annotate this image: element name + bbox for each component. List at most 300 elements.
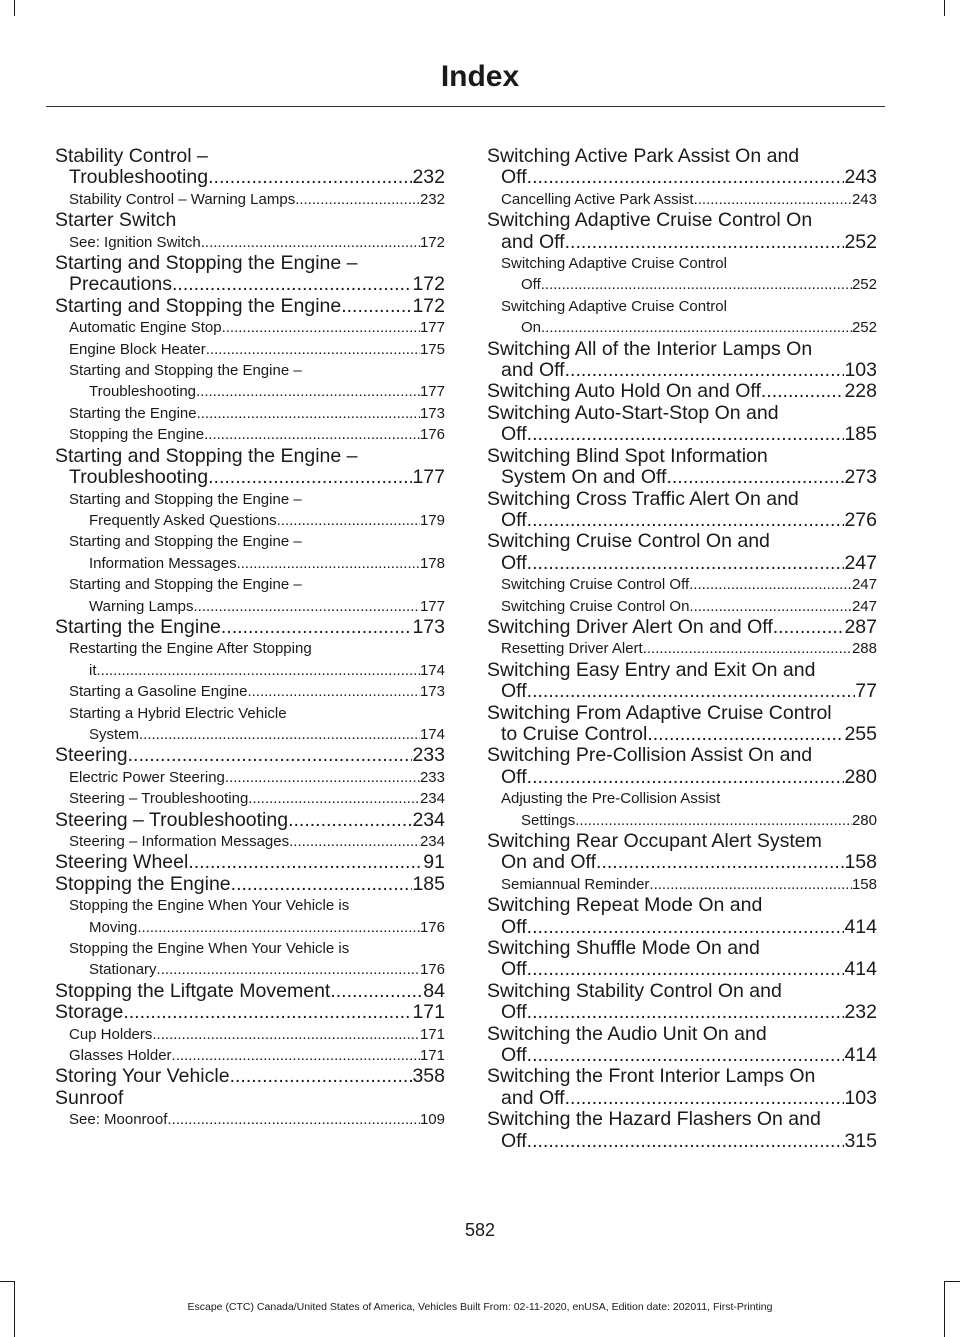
page-reference[interactable]: 185 [412,873,445,895]
footer-text: Escape (CTC) Canada/United States of America, Vehicles Built From: 02-11-2020, enUSA, Edition date: 202011, First-Printing [187,1301,773,1313]
crop-mark-top-right [944,0,945,16]
entry-text: Starting and Stopping the Engine – [55,253,358,275]
dot-leader [565,232,845,253]
page-reference[interactable]: 172 [412,295,445,317]
dot-leader [152,1024,420,1045]
page-reference[interactable]: 232 [419,190,445,208]
page-reference[interactable]: 109 [419,1111,445,1129]
index-subentry[interactable] [55,938,445,981]
entry-line [487,724,877,745]
crop-mark-bottom-right-h [945,1281,960,1282]
entry-text: Steering – Information Messages [69,833,290,850]
index-entry[interactable] [55,1066,445,1087]
index-entry[interactable] [55,745,445,766]
dot-leader [157,959,420,980]
entry-line [487,917,877,938]
page-reference[interactable]: 280 [851,811,877,829]
dot-leader [277,510,420,531]
index-entry[interactable] [487,403,877,446]
entry-text: and Off [501,231,565,253]
entry-text: Storing Your Vehicle [55,1066,230,1088]
entry-text: Steering – Troubleshooting [55,809,289,831]
page-reference[interactable]: 252 [844,231,877,253]
index-subentry[interactable] [487,638,877,659]
entry-text: Automatic Engine Stop [69,319,222,337]
page-reference[interactable]: 91 [423,852,445,874]
dot-leader [527,681,856,702]
page-reference[interactable]: 243 [851,190,877,208]
index-subentry[interactable] [55,895,445,938]
page-reference[interactable]: 358 [412,1066,445,1088]
index-entry[interactable] [487,703,877,746]
dot-leader [330,981,423,1002]
dot-leader [167,1109,420,1130]
entry-text: Electric Power Steering [69,768,225,786]
index-entry[interactable] [55,810,445,831]
entry-line [69,917,445,938]
page-reference[interactable]: 171 [419,1025,445,1043]
page-reference[interactable]: 255 [844,723,877,745]
dot-leader [295,189,420,210]
index-entry[interactable] [55,253,445,296]
entry-line [501,874,877,895]
page-reference[interactable]: 232 [412,167,445,189]
entry-text: Starting and Stopping the Engine [55,295,342,317]
page-reference[interactable]: 414 [844,1045,877,1067]
entry-text: Glasses Holder [69,1047,172,1065]
entry-text: Starting the Engine [69,404,197,422]
entry-line [69,339,445,360]
entry-line [55,1066,445,1087]
index-subentry[interactable] [55,638,445,681]
dot-leader [341,296,412,317]
entry-text: Stability Control – Warning Lamps [69,190,296,208]
page-reference[interactable]: 173 [419,683,445,701]
entry-text: Switching the Audio Unit On and [487,1023,767,1045]
index-subentry[interactable] [55,489,445,532]
page-reference[interactable]: 228 [844,381,877,403]
index-subentry[interactable] [55,1024,445,1045]
entry-text: Switching Adaptive Cruise Control [501,255,727,273]
page-reference[interactable]: 273 [844,467,877,489]
entry-text: Starting a Hybrid Electric Vehicle [69,704,287,722]
entry-line [69,510,445,531]
index-subentry[interactable] [487,189,877,210]
entry-text: Restarting the Engine After Stopping [69,640,312,658]
page-reference[interactable]: 233 [412,745,445,767]
entry-line [487,959,877,980]
page-reference[interactable]: 84 [423,980,445,1002]
page-reference[interactable]: 234 [412,809,445,831]
page-reference[interactable]: 178 [419,554,445,572]
page-reference[interactable]: 172 [419,233,445,251]
index-subentry[interactable] [55,831,445,852]
index-entry[interactable] [487,745,877,788]
index-subentry[interactable] [55,1109,445,1130]
page-reference[interactable]: 177 [419,597,445,615]
entry-text: Troubleshooting [69,167,209,189]
entry-text: Resetting Driver Alert [501,640,643,658]
entry-text: Switching Cruise Control On [501,597,690,615]
dot-leader [689,574,852,595]
index-entry[interactable] [55,617,445,638]
dot-leader [643,638,852,659]
index-subentry[interactable] [55,681,445,702]
dot-leader [237,553,420,574]
dot-leader [289,831,420,852]
dot-leader [527,510,845,531]
entry-line [69,767,445,788]
index-entry[interactable] [487,446,877,489]
dot-leader [527,959,845,980]
entry-text: Off [521,276,541,294]
dot-leader [194,596,420,617]
entry-text: and Off [501,1087,565,1109]
index-entry[interactable] [55,852,445,873]
entry-line [69,724,445,745]
entry-text: See: Ignition Switch [69,233,201,251]
dot-leader [527,424,845,445]
dot-leader [197,403,420,424]
index-column-left [55,146,445,1131]
entry-text: it [89,661,97,679]
entry-line [69,831,445,852]
dot-leader [208,167,412,188]
page-reference[interactable]: 288 [851,640,877,658]
dot-leader [647,724,844,745]
page-reference[interactable]: 287 [844,616,877,638]
entry-text: See: Moonroof [69,1111,168,1129]
entry-text: Information Messages [89,554,237,572]
entry-text: Stopping the Engine When Your Vehicle is [69,940,350,958]
entry-line [55,874,445,895]
entry-line [487,553,877,574]
index-entry[interactable] [487,660,877,703]
index-subentry[interactable] [55,788,445,809]
index-entry[interactable] [487,1024,877,1067]
page-title: Index [440,60,520,93]
dot-leader [247,681,420,702]
entry-text: System On and Off [501,467,667,489]
entry-text: Off [501,552,527,574]
dot-leader [222,317,420,338]
index-entry[interactable] [55,446,445,489]
index-subentry[interactable] [55,574,445,617]
entry-text: Switching Auto Hold On and Off [487,381,761,403]
entry-text: Switching Blind Spot Information [487,445,768,467]
index-entry[interactable] [487,831,877,874]
index-subentry[interactable] [55,232,445,253]
index-subentry[interactable] [487,596,877,617]
entry-line [69,1045,445,1066]
entry-line [69,232,445,253]
dot-leader [565,1088,845,1109]
dot-leader [666,467,844,488]
page-reference[interactable]: 158 [844,852,877,874]
index-subentry[interactable] [55,703,445,746]
entry-text: Cup Holders [69,1025,153,1043]
dot-leader [137,917,420,938]
entry-text: Moving [89,918,138,936]
page-reference[interactable]: 175 [419,340,445,358]
page-reference[interactable]: 176 [419,961,445,979]
entry-line [487,681,877,702]
page-reference[interactable]: 173 [419,404,445,422]
entry-text: Switching Driver Alert On and Off [487,616,773,638]
entry-line [69,317,445,338]
page-reference[interactable]: 252 [851,319,877,337]
dot-leader [231,874,413,895]
dot-leader [196,381,420,402]
index-entry[interactable] [55,146,445,189]
entry-line [487,232,877,253]
entry-text: Sunroof [55,1087,124,1109]
dot-leader [527,1002,845,1023]
entry-text: System [89,725,140,743]
entry-text: Off [501,766,527,788]
entry-line [55,745,445,766]
entry-text: On and Off [501,852,597,874]
entry-line [69,959,445,980]
index-entry[interactable] [55,874,445,895]
entry-text: Switching the Hazard Flashers On and [487,1109,821,1131]
dot-leader [575,810,852,831]
index-subentry[interactable] [55,317,445,338]
entry-text: Switching Shuffle Mode On and [487,938,760,960]
index-subentry[interactable] [487,788,877,831]
dot-leader [172,1045,420,1066]
page-reference[interactable]: 171 [419,1047,445,1065]
dot-leader [208,467,412,488]
entry-text: Stability Control – [55,146,208,167]
page-reference[interactable]: 234 [419,833,445,850]
index-subentry[interactable] [55,339,445,360]
entry-text: Off [501,1002,527,1024]
dot-leader [172,274,412,295]
entry-line [487,767,877,788]
entry-text: Switching From Adaptive Cruise Control [487,702,832,724]
entry-text: On [521,319,542,337]
page-reference[interactable]: 177 [419,383,445,401]
page-reference[interactable]: 414 [844,916,877,938]
page-reference[interactable]: 173 [412,616,445,638]
page-reference[interactable]: 232 [844,1002,877,1024]
dot-leader [204,424,420,445]
entry-line [55,617,445,638]
entry-text: Stopping the Engine When Your Vehicle is [69,897,350,915]
entry-text: Starting and Stopping the Engine – [55,445,358,467]
entry-text: Starting and Stopping the Engine – [69,362,302,380]
dot-leader [128,745,413,766]
dot-leader [201,232,420,253]
entry-text: Switching Cross Traffic Alert On and [487,488,799,510]
entry-line [501,810,877,831]
entry-line [55,296,445,317]
index-subentry[interactable] [487,253,877,296]
entry-text: Switching Stability Control On and [487,980,782,1002]
page-reference[interactable]: 176 [419,426,445,444]
header-rule [46,106,885,107]
page-reference[interactable]: 315 [844,1130,877,1152]
entry-line [487,1131,877,1152]
crop-mark-top-left [14,0,15,16]
entry-text: Off [501,1130,527,1152]
dot-leader [230,1066,413,1087]
page-reference[interactable]: 174 [419,725,445,743]
page-reference[interactable]: 172 [412,274,445,296]
entry-text: Switching Pre-Collision Assist On and [487,745,813,767]
entry-line [69,1109,445,1130]
entry-text: Switching Cruise Control On and [487,531,770,553]
index-entry[interactable] [487,381,877,402]
entry-line [69,381,445,402]
dot-leader [773,617,845,638]
page-reference[interactable]: 233 [419,768,445,786]
index-subentry[interactable] [55,189,445,210]
entry-line [487,360,877,381]
index-entry[interactable] [487,1066,877,1109]
page-reference[interactable]: 243 [844,167,877,189]
page-reference[interactable]: 158 [851,875,877,893]
entry-line [501,317,877,338]
entry-text: Steering [55,745,128,767]
page-reference[interactable]: 177 [419,319,445,337]
page-reference[interactable]: 247 [844,552,877,574]
entry-line [501,638,877,659]
entry-line [55,274,445,295]
dot-leader [248,788,420,809]
entry-line [501,189,877,210]
index-entry[interactable] [487,895,877,938]
page-reference[interactable]: 103 [844,1087,877,1109]
entry-text: Frequently Asked Questions [89,511,277,529]
dot-leader [527,1131,845,1152]
index-entry[interactable] [487,1109,877,1152]
index-entry[interactable] [487,617,877,638]
entry-text: Adjusting the Pre-Collision Assist [501,790,721,808]
index-entry[interactable] [55,1002,445,1023]
index-subentry[interactable] [487,874,877,895]
dot-leader [527,917,845,938]
index-entry[interactable] [55,210,445,231]
entry-text: Off [501,959,527,981]
page-number: 582 [464,1220,496,1240]
entry-text: Switching Auto-Start-Stop On and [487,402,779,424]
entry-text: Off [501,424,527,446]
index-entry[interactable] [487,938,877,981]
page-reference[interactable]: 280 [844,766,877,788]
page-reference[interactable]: 252 [851,276,877,294]
dot-leader [288,810,412,831]
dot-leader [527,553,845,574]
dot-leader [694,189,852,210]
dot-leader [139,724,420,745]
index-subentry[interactable] [55,424,445,445]
page-reference[interactable]: 276 [844,509,877,531]
entry-line [69,189,445,210]
page-reference[interactable]: 77 [855,681,877,703]
entry-text: Switching Easy Entry and Exit On and [487,659,816,681]
page-reference[interactable]: 247 [851,597,877,615]
index-subentry[interactable] [55,767,445,788]
index-subentry[interactable] [55,360,445,403]
page-reference[interactable]: 174 [419,661,445,679]
page-reference[interactable]: 234 [419,790,445,808]
index-entry[interactable] [55,296,445,317]
dot-leader [541,317,852,338]
dot-leader [649,874,852,895]
entry-text: Off [501,1045,527,1067]
entry-text: Switching the Front Interior Lamps On [487,1066,816,1088]
index-entry[interactable] [487,981,877,1024]
entry-text: Semiannual Reminder [501,875,650,893]
entry-line [487,467,877,488]
index-entry[interactable] [55,1088,445,1109]
index-entry[interactable] [55,981,445,1002]
entry-text: and Off [501,360,565,382]
entry-text: Steering – Troubleshooting [69,790,249,808]
entry-text: Off [501,509,527,531]
index-subentry[interactable] [487,296,877,339]
page-reference[interactable]: 103 [844,360,877,382]
entry-line [69,1024,445,1045]
page-reference[interactable]: 179 [419,511,445,529]
entry-line [55,167,445,188]
index-subentry[interactable] [55,531,445,574]
entry-line [69,553,445,574]
entry-text: Stopping the Engine [55,873,231,895]
entry-line [487,424,877,445]
dot-leader [123,1002,412,1023]
entry-text: Switching Adaptive Cruise Control On [487,210,813,232]
entry-line [501,596,877,617]
dot-leader [527,167,845,188]
page-reference[interactable]: 176 [419,918,445,936]
page-reference[interactable]: 247 [851,576,877,594]
index-column-right [487,146,877,1152]
dot-leader [596,852,844,873]
entry-text: Off [501,167,527,189]
page-reference[interactable]: 414 [844,959,877,981]
entry-line [69,788,445,809]
dot-leader [97,660,420,681]
index-entry[interactable] [487,210,877,253]
dot-leader [689,596,852,617]
page-reference[interactable]: 177 [412,467,445,489]
entry-line [487,381,877,402]
index-entry[interactable] [487,489,877,532]
entry-text: Starting a Gasoline Engine [69,683,248,701]
index-subentry[interactable] [487,574,877,595]
dot-leader [188,852,423,873]
index-subentry[interactable] [55,1045,445,1066]
entry-text: Cancelling Active Park Assist [501,190,694,208]
entry-text: Stopping the Engine [69,426,205,444]
page-reference[interactable]: 171 [412,1002,445,1024]
entry-line [487,852,877,873]
entry-line [69,596,445,617]
index-subentry[interactable] [55,403,445,424]
page-reference[interactable]: 185 [844,424,877,446]
index-entry[interactable] [487,339,877,382]
index-entry[interactable] [487,531,877,574]
entry-line [55,852,445,873]
entry-text: Steering Wheel [55,852,189,874]
entry-text: Stationary [89,961,157,979]
index-entry[interactable] [487,146,877,189]
dot-leader [761,381,845,402]
entry-text: Starting and Stopping the Engine – [69,533,302,551]
